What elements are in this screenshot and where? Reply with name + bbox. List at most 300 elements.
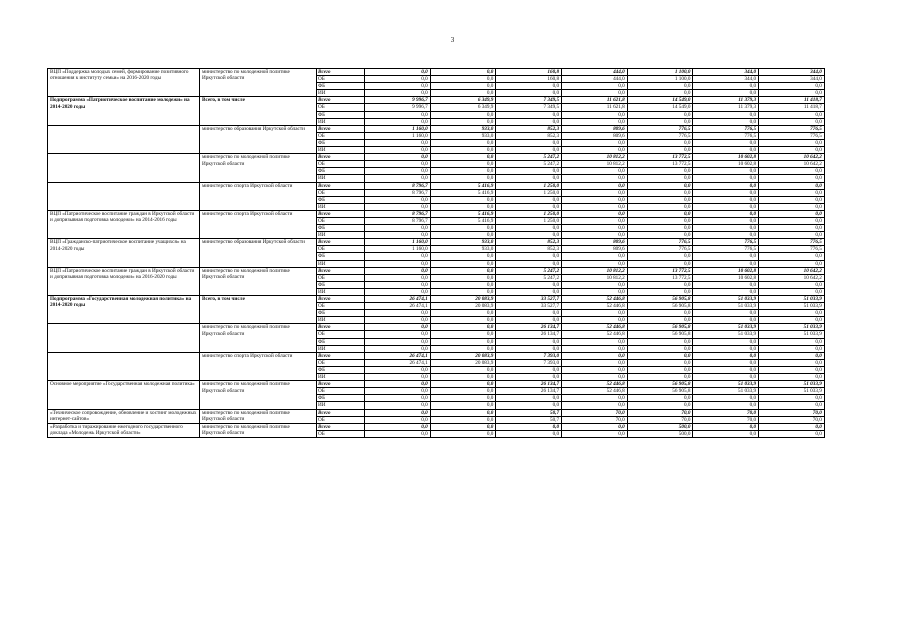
amount-cell: 0,0 [693, 352, 759, 359]
amount-cell: 10 812,2 [562, 274, 628, 281]
amount-cell: 0,0 [562, 175, 628, 182]
amount-cell: 0,0 [430, 274, 496, 281]
amount-cell: 56 905,8 [627, 296, 693, 303]
funding-source: Всего [317, 210, 365, 217]
amount-cell: 0,0 [759, 352, 825, 359]
funding-source: ОБ [317, 189, 365, 196]
amount-cell: 0,0 [627, 182, 693, 189]
amount-cell: 0,0 [430, 310, 496, 317]
amount-cell: 8 796,7 [365, 189, 431, 196]
amount-cell: 0,0 [627, 352, 693, 359]
amount-cell: 0,0 [693, 210, 759, 217]
amount-cell: 852,3 [496, 132, 562, 139]
amount-cell: 160,8 [496, 76, 562, 83]
funding-source: ОБ [317, 388, 365, 395]
amount-cell: 10 602,8 [693, 154, 759, 161]
amount-cell: 0,0 [365, 416, 431, 423]
amount-cell: 0,0 [365, 281, 431, 288]
amount-cell: 776,5 [693, 132, 759, 139]
amount-cell: 0,0 [496, 310, 562, 317]
amount-cell: 0,0 [759, 175, 825, 182]
funding-source: ФБ [317, 225, 365, 232]
program-description: Подпрограмма «Патриотическое воспитание молодежи» на 2014-2020 годы [48, 97, 200, 125]
amount-cell: 0,0 [759, 196, 825, 203]
amount-cell: 0,0 [759, 288, 825, 295]
amount-cell: 0,0 [430, 253, 496, 260]
amount-cell: 8 796,7 [365, 210, 431, 217]
amount-cell: 14 549,0 [627, 97, 693, 104]
amount-cell: 7 393,0 [496, 352, 562, 359]
amount-cell: 6 349,9 [430, 97, 496, 104]
amount-cell: 1 250,0 [496, 182, 562, 189]
amount-cell: 0,0 [627, 366, 693, 373]
amount-cell: 0,0 [496, 111, 562, 118]
amount-cell: 0,0 [496, 288, 562, 295]
amount-cell: 0,0 [693, 260, 759, 267]
amount-cell: 0,0 [430, 281, 496, 288]
amount-cell: 0,0 [365, 139, 431, 146]
table-row [48, 182, 825, 189]
amount-cell: 0,0 [562, 366, 628, 373]
amount-cell: 444,0 [562, 69, 628, 76]
amount-cell: 8 796,7 [365, 182, 431, 189]
amount-cell: 0,0 [693, 83, 759, 90]
amount-cell: 0,0 [365, 260, 431, 267]
amount-cell: 776,5 [627, 246, 693, 253]
funding-source: Всего [317, 125, 365, 132]
amount-cell: 1 250,0 [496, 189, 562, 196]
amount-cell: 0,0 [759, 217, 825, 224]
amount-cell: 0,0 [562, 182, 628, 189]
amount-cell: 0,0 [430, 69, 496, 76]
amount-cell: 852,3 [496, 246, 562, 253]
amount-cell: 0,0 [562, 317, 628, 324]
amount-cell: 5 247,2 [496, 154, 562, 161]
funding-source: ИИ [317, 317, 365, 324]
amount-cell: 0,0 [430, 196, 496, 203]
amount-cell: 0,0 [693, 366, 759, 373]
program-description: ВЦП «Гражданско-патриотическое воспитание учащихся» на 2014-2020 годы [48, 239, 200, 267]
amount-cell: 0,0 [496, 147, 562, 154]
amount-cell: 0,0 [693, 402, 759, 409]
amount-cell: 0,0 [430, 374, 496, 381]
funding-source: ОБ [317, 331, 365, 338]
amount-cell: 0,0 [627, 210, 693, 217]
amount-cell: 0,0 [430, 331, 496, 338]
program-description [48, 352, 200, 380]
amount-cell: 70,0 [627, 416, 693, 423]
responsible-executor: министерство спорта Иркутской области [200, 210, 317, 238]
amount-cell: 0,0 [627, 317, 693, 324]
table-row [48, 154, 825, 161]
funding-source: Всего [317, 423, 365, 430]
funding-source: ОБ [317, 217, 365, 224]
amount-cell: 0,0 [496, 374, 562, 381]
amount-cell: 0,0 [365, 388, 431, 395]
amount-cell: 0,0 [562, 310, 628, 317]
amount-cell: 70,0 [693, 409, 759, 416]
amount-cell: 933,0 [430, 239, 496, 246]
amount-cell: 10 602,8 [693, 267, 759, 274]
funding-source: ИИ [317, 175, 365, 182]
amount-cell: 852,3 [496, 239, 562, 246]
responsible-executor: министерство образования Иркутской области [200, 239, 317, 267]
amount-cell: 0,0 [562, 90, 628, 97]
amount-cell: 0,0 [365, 118, 431, 125]
amount-cell: 0,0 [430, 168, 496, 175]
amount-cell: 776,5 [627, 132, 693, 139]
program-description [48, 324, 200, 352]
table-row [48, 69, 825, 76]
amount-cell: 0,0 [365, 161, 431, 168]
amount-cell: 0,0 [759, 402, 825, 409]
amount-cell: 344,0 [693, 76, 759, 83]
funding-source: ИИ [317, 147, 365, 154]
funding-source: Всего [317, 182, 365, 189]
amount-cell: 0,0 [365, 274, 431, 281]
amount-cell: 0,0 [496, 317, 562, 324]
funding-source: Всего [317, 381, 365, 388]
amount-cell: 0,0 [693, 317, 759, 324]
amount-cell: 5 416,9 [430, 182, 496, 189]
amount-cell: 852,3 [496, 125, 562, 132]
amount-cell: 0,0 [562, 260, 628, 267]
amount-cell: 13 772,5 [627, 274, 693, 281]
amount-cell: 0,0 [365, 111, 431, 118]
responsible-executor: министерство по молодежной политике Иркутской области [200, 409, 317, 423]
amount-cell: 56 905,8 [627, 388, 693, 395]
amount-cell: 0,0 [365, 196, 431, 203]
funding-source: ИИ [317, 232, 365, 239]
amount-cell: 0,0 [562, 288, 628, 295]
amount-cell: 1 160,0 [365, 132, 431, 139]
amount-cell: 0,0 [365, 154, 431, 161]
amount-cell: 7 349,5 [496, 97, 562, 104]
amount-cell: 0,0 [759, 182, 825, 189]
amount-cell: 50,7 [496, 416, 562, 423]
amount-cell: 0,0 [562, 196, 628, 203]
amount-cell: 0,0 [759, 423, 825, 430]
amount-cell: 0,0 [627, 281, 693, 288]
responsible-executor: министерство спорта Иркутской области [200, 182, 317, 210]
amount-cell: 0,0 [759, 83, 825, 90]
amount-cell: 0,0 [627, 118, 693, 125]
amount-cell: 5 416,9 [430, 217, 496, 224]
amount-cell: 444,0 [562, 76, 628, 83]
amount-cell: 0,0 [759, 90, 825, 97]
amount-cell: 0,0 [365, 203, 431, 210]
amount-cell: 0,0 [627, 168, 693, 175]
responsible-executor: Всего, в том числе [200, 296, 317, 324]
amount-cell: 0,0 [562, 168, 628, 175]
amount-cell: 0,0 [365, 345, 431, 352]
funding-source: Всего [317, 154, 365, 161]
amount-cell: 26 134,7 [496, 331, 562, 338]
amount-cell: 0,0 [759, 395, 825, 402]
amount-cell: 0,0 [430, 388, 496, 395]
amount-cell: 0,0 [496, 402, 562, 409]
amount-cell: 0,0 [693, 232, 759, 239]
funding-source: Всего [317, 69, 365, 76]
amount-cell: 10 812,2 [562, 161, 628, 168]
amount-cell: 0,0 [365, 310, 431, 317]
funding-source: ИИ [317, 260, 365, 267]
amount-cell: 0,0 [430, 83, 496, 90]
amount-cell: 0,0 [627, 338, 693, 345]
amount-cell: 51 033,9 [759, 381, 825, 388]
amount-cell: 51 033,9 [759, 331, 825, 338]
amount-cell: 0,0 [430, 317, 496, 324]
amount-cell: 0,0 [365, 175, 431, 182]
amount-cell: 0,0 [693, 189, 759, 196]
amount-cell: 0,0 [365, 76, 431, 83]
amount-cell: 160,8 [496, 69, 562, 76]
amount-cell: 0,0 [496, 83, 562, 90]
funding-source: ОБ [317, 161, 365, 168]
amount-cell: 20 083,9 [430, 303, 496, 310]
budget-table [47, 68, 825, 438]
amount-cell: 0,0 [562, 430, 628, 437]
amount-cell: 0,0 [693, 310, 759, 317]
amount-cell: 10 602,8 [693, 274, 759, 281]
funding-source: ОБ [317, 76, 365, 83]
amount-cell: 20 083,9 [430, 296, 496, 303]
amount-cell: 0,0 [627, 111, 693, 118]
amount-cell: 11 621,8 [562, 104, 628, 111]
amount-cell: 0,0 [759, 430, 825, 437]
amount-cell: 10 642,2 [759, 274, 825, 281]
amount-cell: 0,0 [496, 338, 562, 345]
amount-cell: 0,0 [365, 331, 431, 338]
amount-cell: 0,0 [693, 345, 759, 352]
page-number: 3 [450, 36, 455, 44]
amount-cell: 0,0 [759, 310, 825, 317]
amount-cell: 10 602,8 [693, 161, 759, 168]
amount-cell: 0,0 [759, 366, 825, 373]
amount-cell: 0,0 [627, 139, 693, 146]
amount-cell: 26 134,7 [496, 381, 562, 388]
amount-cell: 0,0 [365, 374, 431, 381]
funding-source: ИИ [317, 90, 365, 97]
amount-cell: 0,0 [365, 90, 431, 97]
amount-cell: 0,0 [693, 288, 759, 295]
amount-cell: 0,0 [759, 345, 825, 352]
amount-cell: 0,0 [365, 317, 431, 324]
amount-cell: 11 621,8 [562, 97, 628, 104]
amount-cell: 0,0 [759, 225, 825, 232]
amount-cell: 0,0 [693, 395, 759, 402]
amount-cell: 0,0 [430, 423, 496, 430]
amount-cell: 0,0 [430, 395, 496, 402]
funding-source: ОБ [317, 246, 365, 253]
amount-cell: 1 250,0 [496, 210, 562, 217]
amount-cell: 0,0 [627, 83, 693, 90]
amount-cell: 51 033,9 [759, 296, 825, 303]
amount-cell: 344,0 [693, 69, 759, 76]
funding-source: Всего [317, 97, 365, 104]
responsible-executor: Всего, в том числе [200, 97, 317, 125]
program-description: «Разработка и тиражирование ежегодного государственного доклада «Молодежь Иркутской области» [48, 423, 200, 437]
amount-cell: 0,0 [693, 118, 759, 125]
amount-cell: 11 418,7 [759, 97, 825, 104]
amount-cell: 0,0 [562, 253, 628, 260]
funding-source: ОБ [317, 132, 365, 139]
amount-cell: 776,5 [627, 125, 693, 132]
amount-cell: 0,0 [430, 324, 496, 331]
responsible-executor: министерство по молодежной политике Иркутской области [200, 423, 317, 437]
amount-cell: 0,0 [693, 281, 759, 288]
amount-cell: 0,0 [693, 111, 759, 118]
responsible-executor: министерство по молодежной политике Иркутской области [200, 69, 317, 97]
amount-cell: 0,0 [627, 232, 693, 239]
amount-cell: 344,0 [759, 76, 825, 83]
amount-cell: 13 772,5 [627, 154, 693, 161]
funding-source: ИИ [317, 203, 365, 210]
funding-source: ИИ [317, 288, 365, 295]
amount-cell: 0,0 [627, 175, 693, 182]
funding-source: Всего [317, 296, 365, 303]
amount-cell: 70,0 [562, 409, 628, 416]
amount-cell: 0,0 [562, 338, 628, 345]
amount-cell: 0,0 [627, 189, 693, 196]
funding-source: ФБ [317, 338, 365, 345]
amount-cell: 0,0 [365, 395, 431, 402]
amount-cell: 1 100,0 [627, 76, 693, 83]
program-description: ВЦП «Патриотическое воспитание граждан в Иркутской области и допризывная подготовка молодежи» на 2016-2020 годы [48, 267, 200, 295]
amount-cell: 0,0 [562, 118, 628, 125]
amount-cell: 26 134,7 [496, 388, 562, 395]
amount-cell: 0,0 [627, 345, 693, 352]
amount-cell: 52 446,8 [562, 388, 628, 395]
amount-cell: 0,0 [496, 281, 562, 288]
amount-cell: 0,0 [562, 225, 628, 232]
amount-cell: 0,0 [562, 83, 628, 90]
amount-cell: 9 996,7 [365, 104, 431, 111]
amount-cell: 0,0 [562, 402, 628, 409]
amount-cell: 0,0 [496, 253, 562, 260]
amount-cell: 0,0 [693, 217, 759, 224]
amount-cell: 52 446,8 [562, 296, 628, 303]
amount-cell: 51 033,9 [693, 324, 759, 331]
amount-cell: 0,0 [430, 175, 496, 182]
amount-cell: 0,0 [627, 359, 693, 366]
amount-cell: 0,0 [365, 338, 431, 345]
funding-source: ФБ [317, 253, 365, 260]
funding-source: ОБ [317, 303, 365, 310]
funding-source: ОБ [317, 274, 365, 281]
amount-cell: 56 905,8 [627, 324, 693, 331]
amount-cell: 51 033,9 [759, 388, 825, 395]
amount-cell: 776,5 [759, 132, 825, 139]
funding-source: ИИ [317, 345, 365, 352]
amount-cell: 776,5 [693, 239, 759, 246]
amount-cell: 0,0 [496, 366, 562, 373]
amount-cell: 0,0 [365, 430, 431, 437]
funding-source: ФБ [317, 111, 365, 118]
amount-cell: 5 247,2 [496, 161, 562, 168]
amount-cell: 9 996,7 [365, 97, 431, 104]
amount-cell: 0,0 [562, 232, 628, 239]
amount-cell: 0,0 [365, 253, 431, 260]
amount-cell: 0,0 [759, 168, 825, 175]
program-description: Основное мероприятие «Государственная молодежная политика» [48, 381, 200, 409]
amount-cell: 0,0 [627, 90, 693, 97]
amount-cell: 0,0 [365, 423, 431, 430]
amount-cell: 0,0 [759, 189, 825, 196]
funding-source: ИИ [317, 402, 365, 409]
amount-cell: 1 160,0 [365, 246, 431, 253]
amount-cell: 5 247,2 [496, 274, 562, 281]
amount-cell: 0,0 [496, 90, 562, 97]
amount-cell: 0,0 [759, 317, 825, 324]
table-row [48, 352, 825, 359]
amount-cell: 51 033,9 [759, 303, 825, 310]
table-row [48, 125, 825, 132]
amount-cell: 0,0 [430, 381, 496, 388]
amount-cell: 0,0 [430, 203, 496, 210]
amount-cell: 5 416,9 [430, 210, 496, 217]
funding-source: Всего [317, 239, 365, 246]
amount-cell: 0,0 [496, 203, 562, 210]
amount-cell: 0,0 [496, 423, 562, 430]
amount-cell: 0,0 [562, 423, 628, 430]
amount-cell: 50,7 [496, 409, 562, 416]
funding-source: Всего [317, 409, 365, 416]
table-row [48, 97, 825, 104]
amount-cell: 0,0 [759, 111, 825, 118]
amount-cell: 10 812,2 [562, 154, 628, 161]
amount-cell: 0,0 [430, 118, 496, 125]
amount-cell: 0,0 [430, 338, 496, 345]
amount-cell: 0,0 [430, 345, 496, 352]
table-row [48, 423, 825, 430]
amount-cell: 0,0 [693, 338, 759, 345]
amount-cell: 0,0 [430, 76, 496, 83]
amount-cell: 776,5 [693, 246, 759, 253]
funding-source: Всего [317, 267, 365, 274]
amount-cell: 0,0 [365, 69, 431, 76]
amount-cell: 0,0 [562, 111, 628, 118]
amount-cell: 70,0 [693, 416, 759, 423]
program-description: ВЦП «Поддержка молодых семей, формирование позитивного отношения к институту семьи» на 2016-2020 годы [48, 69, 200, 97]
responsible-executor: министерство образования Иркутской области [200, 125, 317, 153]
amount-cell: 0,0 [627, 147, 693, 154]
amount-cell: 70,0 [627, 409, 693, 416]
amount-cell: 0,0 [365, 366, 431, 373]
amount-cell: 0,0 [693, 430, 759, 437]
amount-cell: 0,0 [365, 267, 431, 274]
amount-cell: 52 446,8 [562, 331, 628, 338]
amount-cell: 0,0 [693, 196, 759, 203]
funding-source: ФБ [317, 83, 365, 90]
amount-cell: 0,0 [693, 203, 759, 210]
funding-source: Всего [317, 324, 365, 331]
amount-cell: 0,0 [627, 260, 693, 267]
amount-cell: 51 033,9 [693, 296, 759, 303]
amount-cell: 344,0 [759, 69, 825, 76]
responsible-executor: министерство по молодежной политике Иркутской области [200, 267, 317, 295]
amount-cell: 0,0 [562, 345, 628, 352]
amount-cell: 0,0 [496, 118, 562, 125]
amount-cell: 52 446,8 [562, 303, 628, 310]
amount-cell: 933,0 [430, 246, 496, 253]
amount-cell: 0,0 [627, 225, 693, 232]
amount-cell: 10 642,2 [759, 267, 825, 274]
program-description: «Техническое сопровождение, обновление и хостинг молодежных интернет-сайтов» [48, 409, 200, 423]
amount-cell: 33 527,7 [496, 296, 562, 303]
amount-cell: 11 379,3 [693, 97, 759, 104]
amount-cell: 0,0 [627, 253, 693, 260]
